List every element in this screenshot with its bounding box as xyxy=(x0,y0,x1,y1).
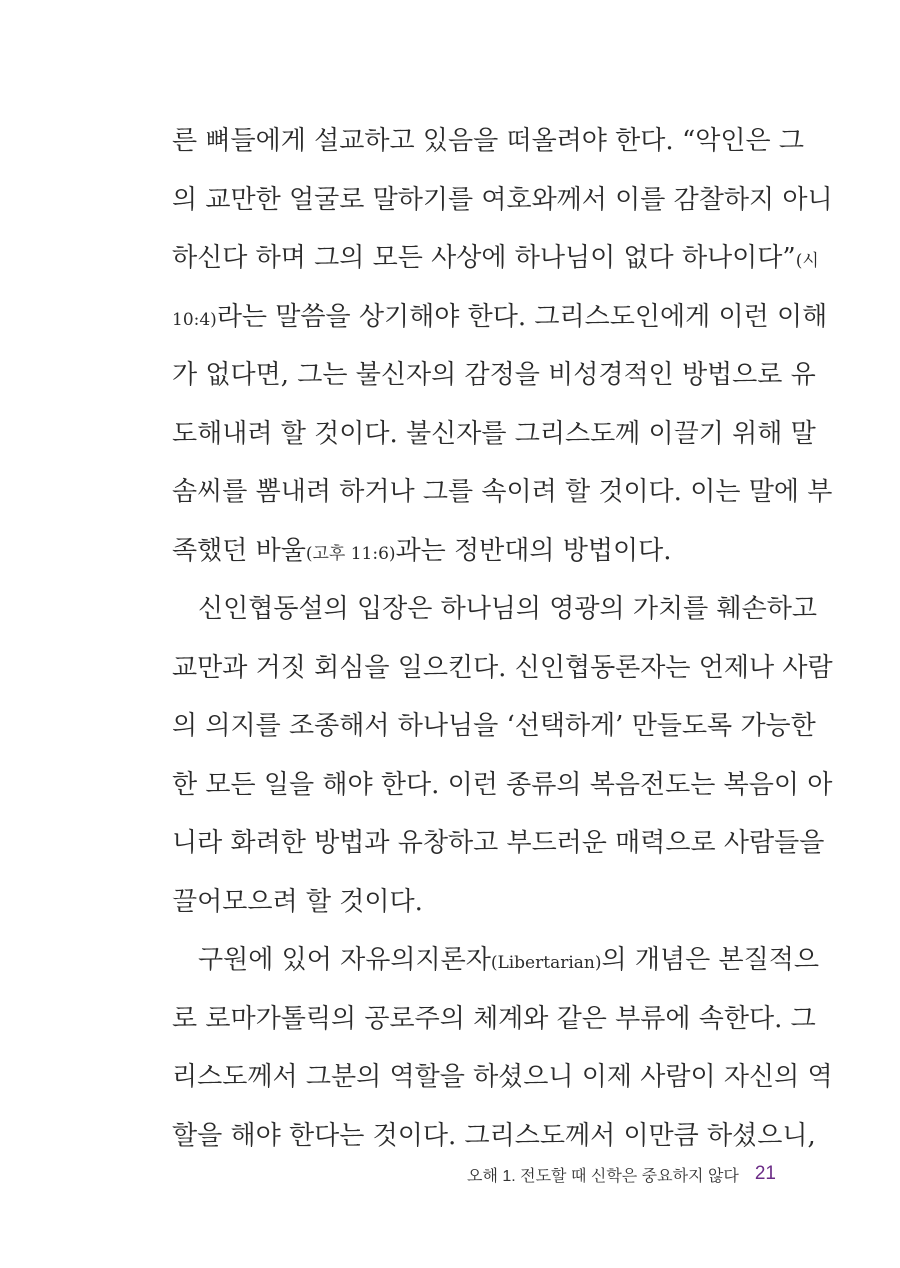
text-line: 신인협동설의 입장은 하나님의 영광의 가치를 훼손하고 xyxy=(198,594,817,624)
scripture-reference: 10:4) xyxy=(172,309,217,330)
body-text xyxy=(172,118,833,1171)
text-line: 른 뼈들에게 설교하고 있음을 떠올려야 한다. “악인은 그 xyxy=(172,126,804,156)
text-line: 끌어모으려 할 것이다. xyxy=(172,886,423,917)
text-line: 10:4)라는 말씀을 상기해야 한다. 그리스도인에게 이런 이해 xyxy=(172,301,828,332)
scripture-reference: (고후 11:6) xyxy=(305,543,396,564)
text-line: 교만과 거짓 회심을 일으킨다. 신인협동론자는 언제나 사람 xyxy=(172,652,833,683)
text-line: 하신다 하며 그의 모든 사상에 하나님이 없다 하나이다”(시 xyxy=(172,243,819,273)
text-line: 솜씨를 뽐내려 하거나 그를 속이려 할 것이다. 이는 말에 부 xyxy=(172,477,833,507)
running-title: 오해 1. 전도할 때 신학은 중요하지 않다 xyxy=(467,1167,739,1185)
text-line: 가 없다면, 그는 불신자의 감정을 비성경적인 방법으로 유 xyxy=(172,360,816,390)
term-annotation: (Libertarian) xyxy=(490,953,602,973)
text-line: 한 모든 일을 해야 한다. 이런 종류의 복음전도는 복음이 아 xyxy=(172,769,833,800)
text-line: 족했던 바울(고후 11:6)과는 정반대의 방법이다. xyxy=(172,535,672,566)
text-line: 의 교만한 얼굴로 말하기를 여호와께서 이를 감찰하지 아니 xyxy=(172,184,833,215)
text-line: 할을 해야 한다는 것이다. 그리스도께서 이만큼 하셨으니, xyxy=(172,1120,816,1151)
text-line: 구원에 있어 자유의지론자(Libertarian)의 개념은 본질적으 xyxy=(198,945,819,975)
page-footer xyxy=(467,1160,776,1188)
text-line: 로 로마가톨릭의 공로주의 체계와 같은 부류에 속한다. 그 xyxy=(172,1003,816,1034)
text-line: 리스도께서 그분의 역할을 하셨으니 이제 사람이 자신의 역 xyxy=(172,1062,833,1092)
text-line: 도해내려 할 것이다. 불신자를 그리스도께 이끌기 위해 말 xyxy=(172,418,816,449)
text-line: 니라 화려한 방법과 유창하고 부드러운 매력으로 사람들을 xyxy=(172,828,825,858)
text-line: 의 의지를 조종해서 하나님을 ‘선택하게’ 만들도록 가능한 xyxy=(172,711,816,741)
scripture-reference: (시 xyxy=(795,251,819,271)
page-number: 21 xyxy=(754,1163,776,1184)
